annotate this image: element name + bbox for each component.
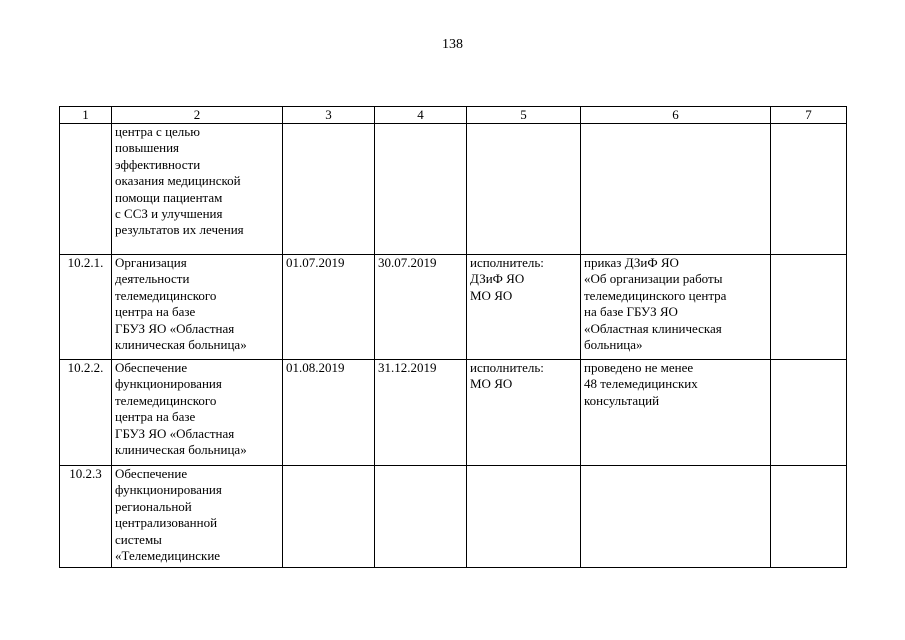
plan-table (59, 106, 847, 568)
end-date: 30.07.2019 (375, 255, 467, 360)
column-header: 6 (581, 107, 771, 124)
table-row (60, 124, 847, 255)
table-row (60, 255, 847, 360)
column-header: 7 (771, 107, 847, 124)
start-date: 01.07.2019 (283, 255, 375, 360)
column-header: 2 (112, 107, 283, 124)
column-header: 1 (60, 107, 112, 124)
end-date (375, 466, 467, 568)
note (771, 255, 847, 360)
header-row (60, 107, 847, 124)
result: проведено не менее 48 телемедицинских консультаций (581, 360, 771, 466)
item-number: 10.2.1. (60, 255, 112, 360)
table-row (60, 360, 847, 466)
task-description: Организация деятельности телемедицинского центра на базе ГБУЗ ЯО «Областная клиническая больница» (112, 255, 283, 360)
end-date: 31.12.2019 (375, 360, 467, 466)
item-number (60, 124, 112, 255)
column-header: 5 (467, 107, 581, 124)
page-number: 138 (442, 37, 463, 52)
end-date (375, 124, 467, 255)
result (581, 124, 771, 255)
executor (467, 466, 581, 568)
start-date (283, 466, 375, 568)
result (581, 466, 771, 568)
note (771, 360, 847, 466)
executor: исполнитель: МО ЯО (467, 360, 581, 466)
note (771, 124, 847, 255)
table-row (60, 466, 847, 568)
task-description: центра с целью повышения эффективности оказания медицинской помощи пациентам с ССЗ и улучшения результатов их лечения (112, 124, 283, 255)
column-header: 3 (283, 107, 375, 124)
task-description: Обеспечение функционирования телемедицинского центра на базе ГБУЗ ЯО «Областная клиническая больница» (112, 360, 283, 466)
item-number: 10.2.2. (60, 360, 112, 466)
executor (467, 124, 581, 255)
item-number: 10.2.3 (60, 466, 112, 568)
task-description: Обеспечение функционирования региональной централизованной системы «Телемедицинские (112, 466, 283, 568)
column-header: 4 (375, 107, 467, 124)
executor: исполнитель: ДЗиФ ЯО МО ЯО (467, 255, 581, 360)
result: приказ ДЗиФ ЯО «Об организации работы телемедицинского центра на базе ГБУЗ ЯО «Областная клиническая больница» (581, 255, 771, 360)
start-date: 01.08.2019 (283, 360, 375, 466)
note (771, 466, 847, 568)
start-date (283, 124, 375, 255)
